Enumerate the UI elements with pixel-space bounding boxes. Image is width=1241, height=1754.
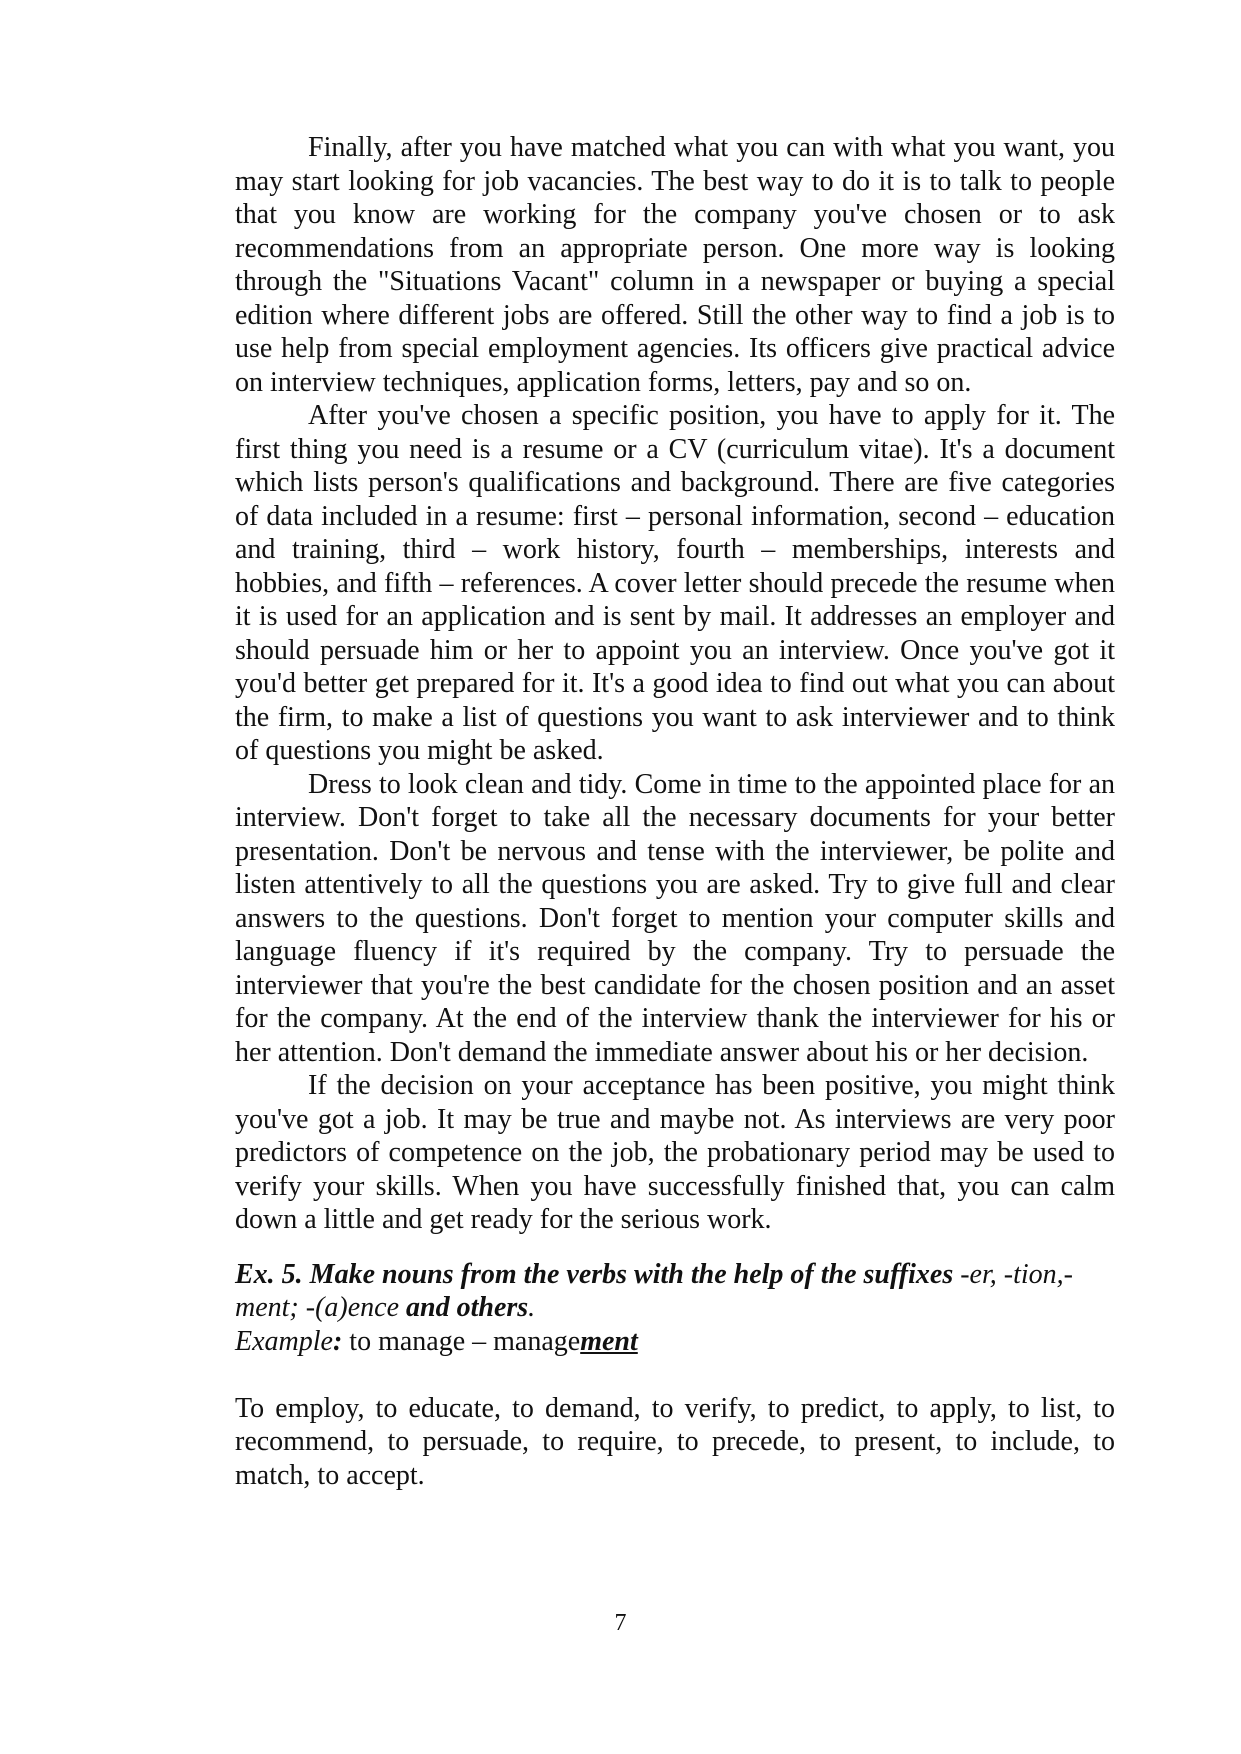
exercise-title-period: .	[528, 1292, 536, 1323]
page-body	[235, 131, 1115, 1492]
exercise-example	[235, 1325, 1115, 1359]
exercise-title-end: and others	[406, 1292, 529, 1323]
paragraph-3: Dress to look clean and tidy. Come in time to the appointed place for an interview. Don't forget to take all the necessary documents for your better presentation. Don't be nervous and tense with the interviewer, be polite and listen attentively to all the questions you are asked. Try to give full and clear answers to the questions. Don't forget to mention your computer skills and language fluency if it's required by the company. Try to persuade the interviewer that you're the best candidate for the chosen position and an asset for the company. At the end of the interview thank the interviewer for his or her attention. Don't demand the immediate answer about his or her decision.	[235, 768, 1115, 1068]
example-suffix: ment	[580, 1325, 638, 1357]
paragraph-4: If the decision on your acceptance has been positive, you might think you've got a job. It may be true and maybe not. As interviews are very poor predictors of competence on the job, the probationary period may be used to verify your skills. When you have successfully finished that, you can calm down a little and get ready for the serious work.	[235, 1070, 1115, 1235]
example-colon: :	[332, 1325, 343, 1357]
exercise-title-bold: Ex. 5. Make nouns from the verbs with the help of the suffixes	[235, 1258, 954, 1290]
exercise-title	[235, 1258, 1115, 1325]
example-label: Example	[235, 1325, 333, 1357]
exercise-task-list: To employ, to educate, to demand, to verify, to predict, to apply, to list, to recommend, to persuade, to require, to precede, to present, to include, to match, to accept.	[235, 1392, 1115, 1491]
exercise-suffixes: -er, -tion,-ment; -(a)ence	[235, 1258, 1073, 1323]
example-text: to manage – manage	[342, 1325, 581, 1357]
paragraph-2: After you've chosen a specific position, you have to apply for it. The first thing you need is a resume or a CV (curriculum vitae). It's a document which lists person's qualifications and background. There are five categories of data included in a resume: first – personal information, second – education and training, third – work history, fourth – memberships, interests and hobbies, and fifth – references. A cover letter should precede the resume when it is used for an application and is sent by mail. It addresses an employer and should persuade him or her to appoint you an interview. Once you've got it you'd better get prepared for it. It's a good idea to find out what you can about the firm, to make a list of questions you want to ask interviewer and to think of questions you might be asked.	[235, 400, 1115, 766]
paragraph-1: Finally, after you have matched what you can with what you want, you may start looking for job vacancies. The best way to do it is to talk to people that you know are working for the company you've chosen or to ask recommendations from an appropriate person. One more way is looking through the "Situations Vacant" column in a newspaper or buying a special edition where different jobs are offered. Still the other way to find a job is to use help from special employment agencies. Its officers give practical advice on interview techniques, application forms, letters, pay and so on.	[235, 132, 1115, 398]
exercise-5	[235, 1258, 1115, 1493]
page-number: 7	[614, 1610, 627, 1636]
